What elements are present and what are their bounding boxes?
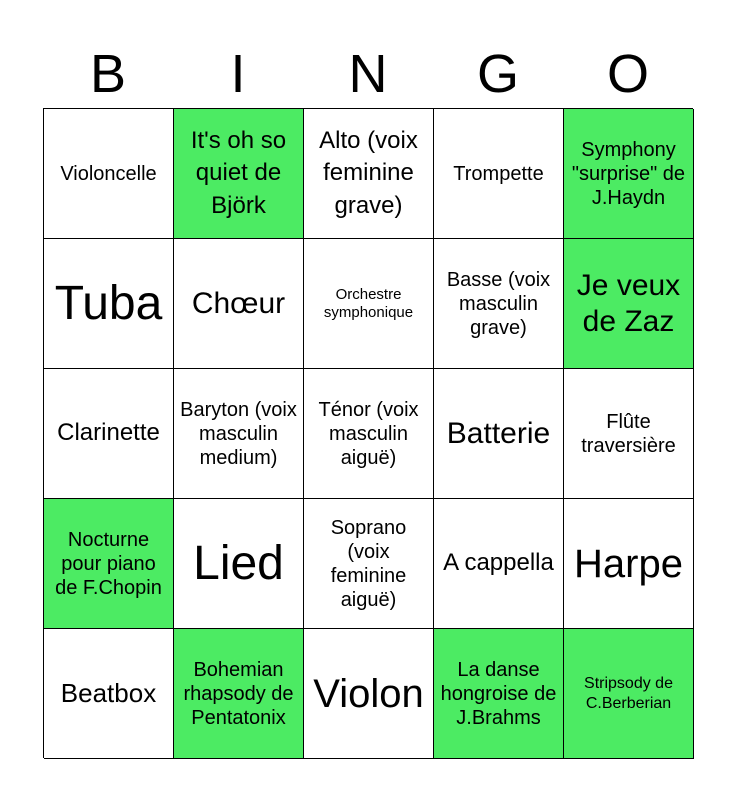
cell-text: Soprano (voix feminine aiguë) — [330, 516, 407, 611]
bingo-cell-r1c1[interactable] — [44, 109, 174, 239]
bingo-cell-r5c5[interactable] — [564, 629, 694, 759]
cell-text: Clarinette — [57, 419, 160, 447]
header-letter-g: G — [476, 44, 519, 104]
header-letter-i: I — [230, 44, 246, 104]
cell-text: Lied — [193, 536, 284, 590]
cell-text: Symphony "surprise" de J.Haydn — [571, 138, 686, 209]
cell-text: Nocturne pour piano de F.Chopin — [55, 528, 162, 599]
cell-text: Batterie — [446, 416, 551, 450]
bingo-cell-r1c5[interactable] — [564, 109, 694, 239]
header-letter-o: O — [606, 44, 649, 104]
cell-text: Chœur — [191, 286, 286, 320]
bingo-cell-r3c5[interactable] — [564, 369, 694, 499]
cell-text: Stripsody de C.Berberian — [584, 675, 673, 712]
cell-text: Ténor (voix masculin aiguë) — [318, 398, 419, 469]
bingo-cell-r1c2[interactable] — [174, 109, 304, 239]
cell-text: Bohemian rhapsody de Pentatonix — [183, 658, 294, 729]
bingo-header — [43, 40, 693, 108]
bingo-cell-r2c3[interactable] — [304, 239, 434, 369]
cell-text: Beatbox — [60, 677, 157, 708]
bingo-cell-r2c2[interactable] — [174, 239, 304, 369]
bingo-cell-r2c4[interactable] — [434, 239, 564, 369]
bingo-cell-r3c1[interactable] — [44, 369, 174, 499]
bingo-cell-r5c4[interactable] — [434, 629, 564, 759]
cell-text: Basse (voix masculin grave) — [446, 268, 551, 339]
cell-text: Trompette — [453, 162, 544, 185]
bingo-cell-r4c4[interactable] — [434, 499, 564, 629]
bingo-cell-r4c1[interactable] — [44, 499, 174, 629]
bingo-cell-r2c1[interactable] — [44, 239, 174, 369]
cell-text: Orchestre symphonique — [323, 285, 414, 321]
cell-text: Harpe — [574, 541, 683, 586]
bingo-cell-r3c2[interactable] — [174, 369, 304, 499]
cell-text: A cappella — [443, 549, 554, 577]
bingo-cell-r5c1[interactable] — [44, 629, 174, 759]
bingo-cell-r2c5[interactable] — [564, 239, 694, 369]
bingo-cell-r4c3[interactable] — [304, 499, 434, 629]
bingo-board — [43, 108, 693, 758]
cell-text: It's oh so quiet de Björk — [190, 126, 287, 219]
header-letter-n: N — [348, 44, 388, 104]
cell-text: Violon — [313, 671, 424, 716]
cell-text: Alto (voix feminine grave) — [319, 126, 418, 219]
bingo-cell-r3c3[interactable] — [304, 369, 434, 499]
cell-text: Baryton (voix masculin medium) — [180, 398, 297, 469]
bingo-cell-r3c4[interactable] — [434, 369, 564, 499]
cell-text: Flûte traversière — [581, 410, 676, 457]
bingo-cell-r4c5[interactable] — [564, 499, 694, 629]
bingo-cell-r5c2[interactable] — [174, 629, 304, 759]
cell-text: Violoncelle — [60, 162, 157, 185]
header-letter-b: B — [89, 44, 127, 104]
bingo-cell-r4c2[interactable] — [174, 499, 304, 629]
cell-text: Tuba — [54, 276, 163, 330]
bingo-cell-r1c4[interactable] — [434, 109, 564, 239]
bingo-cell-r1c3[interactable] — [304, 109, 434, 239]
cell-text: La danse hongroise de J.Brahms — [440, 658, 557, 729]
cell-text: Je veux de Zaz — [576, 268, 681, 338]
bingo-cell-r5c3[interactable] — [304, 629, 434, 759]
